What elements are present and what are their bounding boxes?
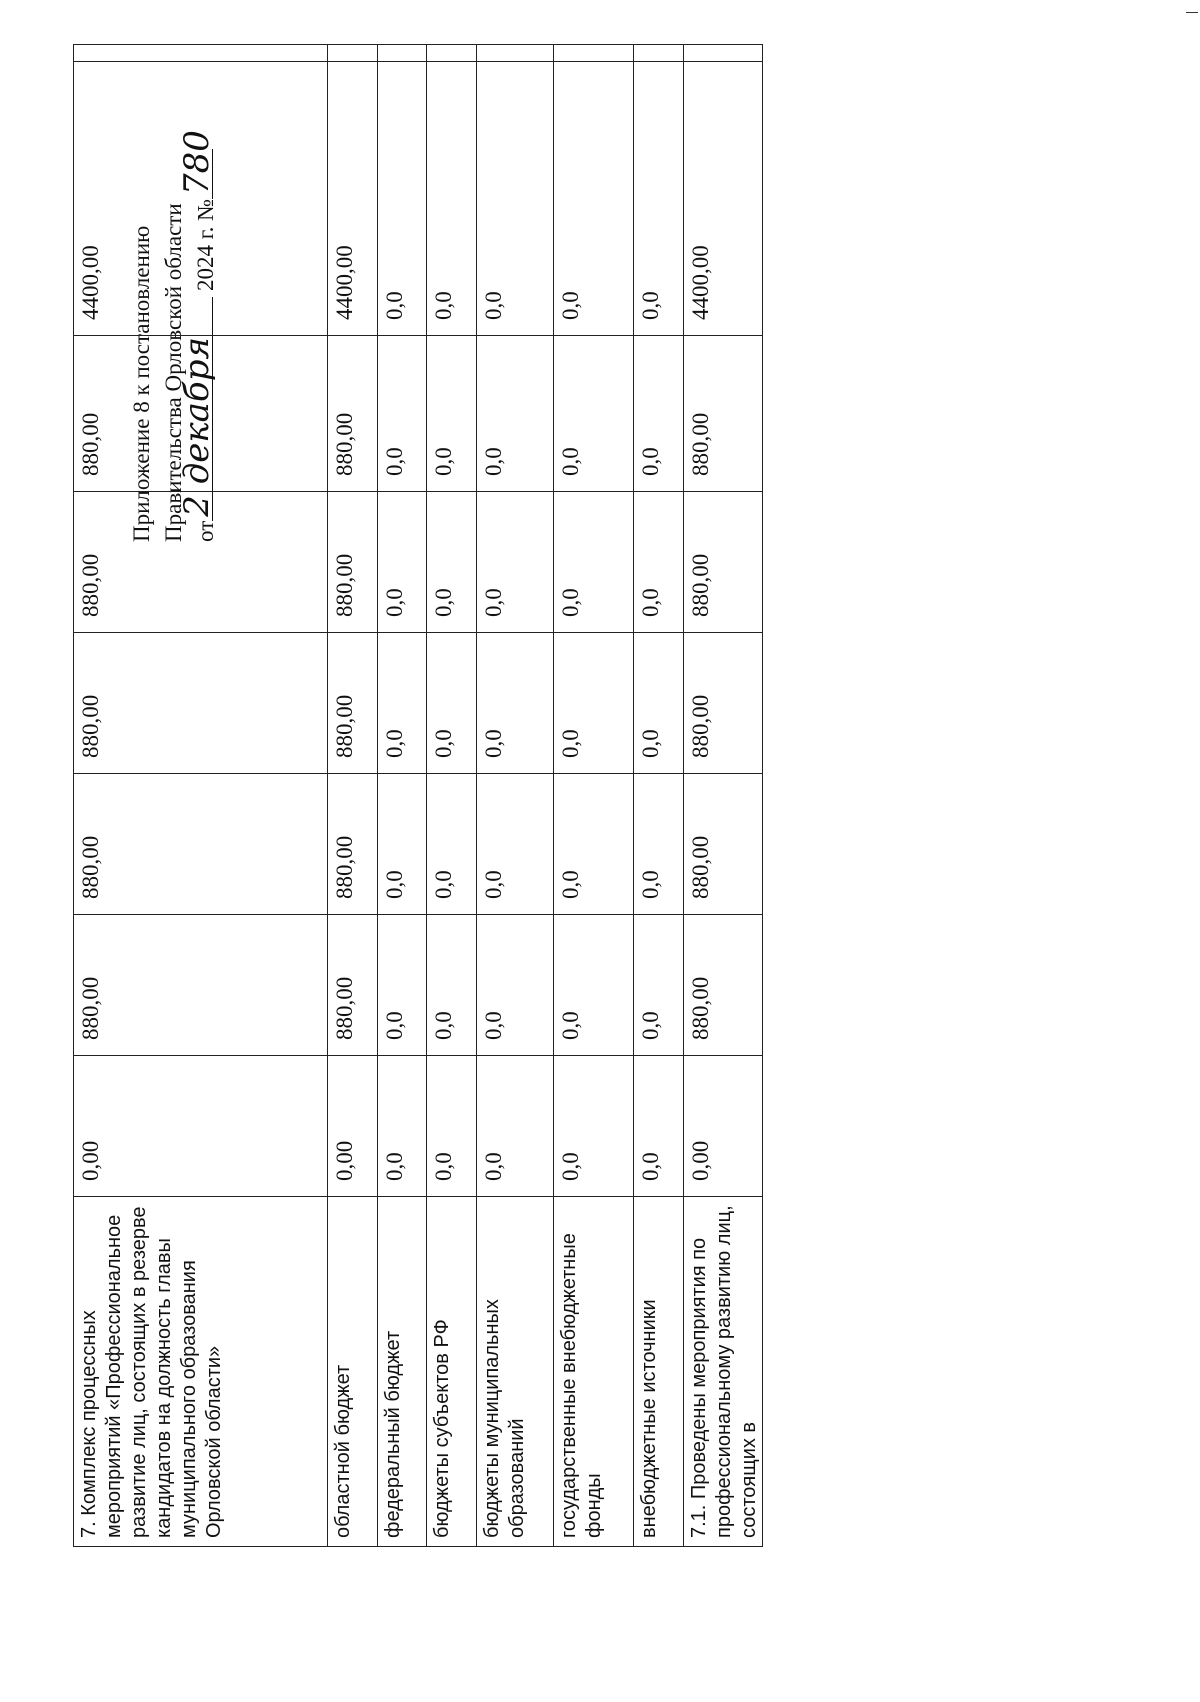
- header-line-2: Правительства Орловской области: [161, 203, 186, 542]
- table-row: [634, 45, 684, 1547]
- blank-cell: [328, 45, 378, 62]
- handwritten-number: 780: [177, 130, 217, 195]
- value-cell: 880,00: [74, 774, 328, 915]
- handwritten-day: 2: [177, 495, 217, 517]
- value-cell: 4400,00: [684, 62, 763, 336]
- budget-table: [73, 44, 763, 1547]
- value-cell: 0,0: [634, 774, 684, 915]
- value-cell: 880,00: [328, 915, 378, 1056]
- value-cell: 880,00: [74, 915, 328, 1056]
- table-row: [477, 45, 554, 1547]
- value-cell: 0,0: [378, 915, 427, 1056]
- value-cell: 0,00: [684, 1056, 763, 1197]
- table-row: [684, 45, 763, 1547]
- value-cell: 4400,00: [74, 62, 328, 336]
- value-cell: 0,0: [477, 633, 554, 774]
- value-cell: 0,0: [634, 492, 684, 633]
- blank-cell: [634, 45, 684, 62]
- table-body: [74, 45, 763, 1547]
- value-cell: 0,0: [427, 774, 477, 915]
- value-cell: 880,00: [328, 336, 378, 492]
- value-cell: 0,0: [477, 62, 554, 336]
- value-cell: 0,00: [328, 1056, 378, 1197]
- value-cell: 0,0: [427, 915, 477, 1056]
- value-cell: 0,0: [378, 774, 427, 915]
- value-cell: 880,00: [74, 492, 328, 633]
- value-cell: 0,0: [427, 62, 477, 336]
- header-line-1: Приложение 8 к постановлению: [129, 225, 154, 542]
- value-cell: 880,00: [684, 774, 763, 915]
- value-cell: 0,0: [427, 492, 477, 633]
- value-cell: 0,0: [634, 336, 684, 492]
- value-cell: 0,0: [554, 62, 634, 336]
- row-label: 7. Комплекс процессных мероприятий «Профессиональное развитие лиц, состоящих в резерве кандидатов на должность главы муниципального образования Орловской области»: [74, 1197, 328, 1547]
- value-cell: 0,0: [634, 915, 684, 1056]
- value-cell: 880,00: [328, 774, 378, 915]
- value-cell: 880,00: [328, 633, 378, 774]
- row-label: областной бюджет: [328, 1197, 378, 1547]
- value-cell: 0,0: [477, 492, 554, 633]
- value-cell: 0,0: [634, 1056, 684, 1197]
- value-cell: 0,0: [477, 336, 554, 492]
- value-cell: 0,0: [634, 62, 684, 336]
- value-cell: 880,00: [684, 915, 763, 1056]
- date-prefix: от: [193, 520, 218, 542]
- value-cell: 0,0: [554, 492, 634, 633]
- row-label: бюджеты муниципальных образований: [477, 1197, 554, 1547]
- value-cell: 0,0: [634, 633, 684, 774]
- value-cell: 880,00: [684, 492, 763, 633]
- value-cell: 0,0: [554, 336, 634, 492]
- value-cell: 880,00: [74, 633, 328, 774]
- blank-cell: [378, 45, 427, 62]
- row-label: федеральный бюджет: [378, 1197, 427, 1547]
- value-cell: 0,0: [427, 1056, 477, 1197]
- blank-cell: [554, 45, 634, 62]
- table-row: [427, 45, 477, 1547]
- year-text: 2024 г. №: [193, 198, 218, 291]
- value-cell: 880,00: [684, 633, 763, 774]
- row-label: государственные внебюджетные фонды: [554, 1197, 634, 1547]
- blank-cell: [427, 45, 477, 62]
- row-label: 7.1. Проведены мероприятия по профессиональному развитию лиц, состоящих в: [684, 1197, 763, 1547]
- value-cell: 0,0: [378, 492, 427, 633]
- blank-cell: [477, 45, 554, 62]
- value-cell: 0,0: [554, 915, 634, 1056]
- value-cell: 880,00: [328, 492, 378, 633]
- value-cell: 0,0: [378, 633, 427, 774]
- table-row: [378, 45, 427, 1547]
- value-cell: 4400,00: [328, 62, 378, 336]
- table-row: [74, 45, 328, 1547]
- value-cell: 0,0: [477, 774, 554, 915]
- value-cell: 880,00: [74, 336, 328, 492]
- value-cell: 880,00: [684, 336, 763, 492]
- value-cell: 0,0: [554, 1056, 634, 1197]
- value-cell: 0,0: [378, 62, 427, 336]
- value-cell: 0,0: [378, 336, 427, 492]
- table-row: [554, 45, 634, 1547]
- value-cell: 0,0: [477, 915, 554, 1056]
- blank-cell: [684, 45, 763, 62]
- value-cell: 0,0: [554, 774, 634, 915]
- value-cell: 0,0: [378, 1056, 427, 1197]
- value-cell: 0,0: [477, 1056, 554, 1197]
- value-cell: 0,00: [74, 1056, 328, 1197]
- row-label: бюджеты субъектов РФ: [427, 1197, 477, 1547]
- value-cell: 0,0: [427, 633, 477, 774]
- value-cell: 0,0: [427, 336, 477, 492]
- value-cell: 0,0: [554, 633, 634, 774]
- handwritten-month: декабря: [177, 337, 217, 485]
- table-row: [328, 45, 378, 1547]
- row-label: внебюджетные источники: [634, 1197, 684, 1547]
- blank-cell: [74, 45, 328, 62]
